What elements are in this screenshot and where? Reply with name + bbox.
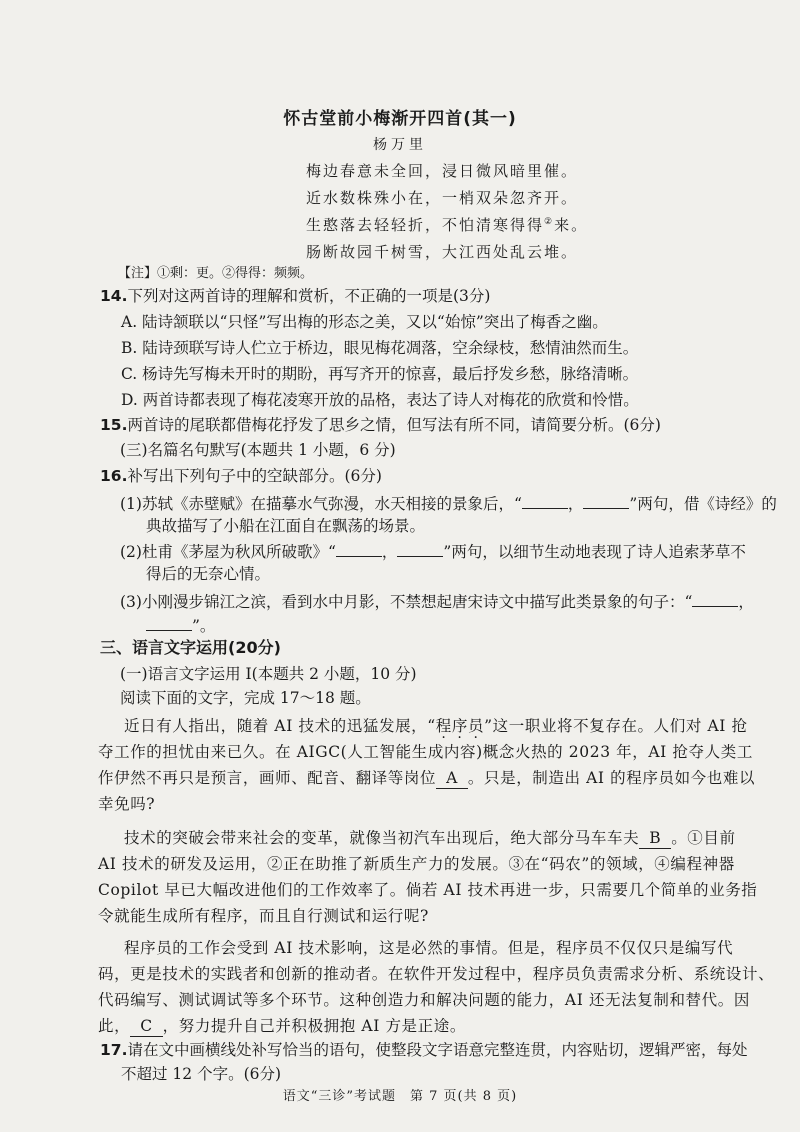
q16-stem [100, 466, 382, 486]
blank-a[interactable]: A [436, 768, 468, 789]
poem-line-4: 肠断故园千树雪，大江西处乱云堆。 [306, 243, 579, 261]
emphasis-char: 程 [435, 717, 452, 735]
poem-line-1: 梅边春意未全回，浸日微风暗里催。 [306, 162, 579, 180]
q17-text: 请在文中画横线处补写恰当的语句，使整段文字语意完整连贯，内容贴切，逻辑严密，每处 [127, 1041, 748, 1059]
q14-stem [100, 286, 490, 306]
poem-line-2: 近水数株殊小在，一梢双朵忽齐开。 [306, 189, 579, 207]
poem-line-3-text: 生憨落去轻轻折，不怕清寒得得 [306, 216, 545, 234]
q14-option-c: C. 杨诗先写梅未开时的期盼，再写齐开的惊喜，最后抒发乡愁，脉络清晰。 [121, 365, 639, 383]
q17-number: 17. [100, 1041, 128, 1059]
poem-note: 【注】①剩：更。②得得：频频。 [118, 266, 314, 281]
q15-stem [100, 415, 661, 435]
q14-option-a: A. 陆诗颔联以“只怪”写出梅的形态之美，又以“始惊”突出了梅香之幽。 [121, 313, 608, 331]
blank-b[interactable]: B [639, 828, 671, 849]
emphasis-char: 序 [451, 717, 469, 735]
blank-c[interactable]: C [130, 1016, 162, 1037]
passage-p3-line2: 码，更是技术的实践者和创新的推动者。在软件开发过程中，程序员负责需求分析、系统设计、 [98, 965, 775, 983]
passage-p2-line3: Copilot 早已大幅改进他们的工作效率了。倘若 AI 技术再进一步，只需要几个简单的业务指 [98, 881, 758, 899]
q16-number: 16. [100, 467, 128, 485]
passage-text: 作伊然不再只是预言，画师、配音、翻译等岗位 [98, 769, 437, 787]
answer-blank[interactable] [146, 614, 192, 631]
q14-option-d: D. 两首诗都表现了梅花凌寒开放的品格，表达了诗人对梅花的欣赏和怜惜。 [121, 391, 639, 409]
passage-text: ，努力提升自己并积极拥抱 AI 方是正途。 [162, 1017, 466, 1035]
q16-item-3-text-b: ”。 [192, 617, 216, 635]
passage-text: ”这一职业将不复存在。人们对 AI 抢 [484, 717, 748, 735]
q16-item-2-text-a: (2)杜甫《茅屋为秋风所破歌》“ [120, 543, 336, 561]
poem-line-3 [306, 214, 588, 235]
answer-blank[interactable] [522, 492, 568, 509]
q16-text: 补写出下列句子中的空缺部分。(6分) [127, 467, 382, 485]
passage-p2-line4: 令就能生成所有程序，而且自行测试和运行呢? [98, 907, 429, 925]
note-marker-2: ② [544, 217, 555, 227]
page-footer: 语文“三诊”考试题 第 7 页(共 8 页) [282, 1089, 518, 1104]
q17-stem [100, 1040, 747, 1060]
q15-number: 15. [100, 416, 128, 434]
passage-p1-line3 [98, 768, 755, 789]
q16-item-2-cont: 得后的无奈心情。 [146, 565, 271, 583]
q17-stem-cont: 不超过 12 个字。(6分) [121, 1065, 282, 1083]
q15-text: 两首诗的尾联都借梅花抒发了思乡之情，但写法有所不同，请简要分析。(6分) [127, 416, 661, 434]
q16-item-3: (3)小刚漫步锦江之滨，看到水中月影，不禁想起唐宋诗文中描写此类景象的句子：“ ， [120, 590, 754, 612]
q14-number: 14. [100, 287, 128, 305]
q16-item-3-cont [146, 614, 215, 636]
passage-text: 此， [98, 1017, 131, 1035]
passage-text: 。①目前 [671, 829, 736, 847]
passage-p1-line2: 夺工作的担忧由来已久。在 AIGC(人工智能生成内容)概念火热的 2023 年，AI 抢夺人类工 [98, 743, 753, 761]
q14-option-b: B. 陆诗颈联写诗人伫立于桥边，眼见梅花凋落，空余绿枝，愁情油然而生。 [121, 339, 639, 357]
q16-item-2-text-b: ”两句，以细节生动地表现了诗人追索茅草不 [443, 543, 746, 561]
q14-text: 下列对这两首诗的理解和赏析，不正确的一项是(3分) [127, 287, 491, 305]
answer-blank[interactable] [583, 492, 629, 509]
q16-item-2: (2)杜甫《茅屋为秋风所破歌》“ ， ”两句，以细节生动地表现了诗人追索茅草不 [120, 540, 746, 562]
q16-item-1-text-b: ”两句，借《诗经》的 [629, 495, 777, 513]
passage-p1-line1 [124, 716, 748, 736]
passage-p2-line1 [124, 828, 736, 849]
q16-item-1-cont: 典故描写了小船在江面自在飘荡的场景。 [146, 517, 426, 535]
passage-p3-line4 [98, 1016, 466, 1037]
poem-line-3-end: 来。 [554, 216, 589, 234]
answer-blank[interactable] [397, 540, 443, 557]
section-3-sub1: (一)语言文字运用 I(本题共 2 小题，10 分) [120, 665, 417, 683]
q16-item-3-text-a: (3)小刚漫步锦江之滨，看到水中月影，不禁想起唐宋诗文中描写此类景象的句子：“ [120, 593, 693, 611]
part3-subheading: (三)名篇名句默写(本题共 1 小题，6 分) [120, 441, 396, 459]
passage-text: 。只是，制造出 AI 的程序员如今也难以 [467, 769, 756, 787]
passage-p3-line1: 程序员的工作会受到 AI 技术影响，这是必然的事情。但是，程序员不仅仅只是编写代 [124, 939, 734, 957]
passage-text: 近日有人指出，随着 AI 技术的迅猛发展，“ [124, 717, 436, 735]
passage-p3-line3: 代码编写、测试调试等多个环节。这种创造力和解决问题的能力，AI 还无法复制和替代。因 [98, 991, 750, 1009]
q16-item-1-text-a: (1)苏轼《赤壁赋》在描摹水气弥漫，水天相接的景象后，“ [120, 495, 522, 513]
answer-blank[interactable] [692, 590, 738, 607]
passage-text: 技术的突破会带来社会的变革，就像当初汽车出现后，绝大部分马车车夫 [124, 829, 640, 847]
passage-p2-line2: AI 技术的研发及运用，②正在助推了新质生产力的发展。③在“码农”的领域，④编程神器 [98, 855, 735, 873]
poem-author: 杨万里 [373, 137, 427, 153]
section-3-heading: 三、语言文字运用(20分) [100, 638, 281, 657]
poem-title: 怀古堂前小梅渐开四首(其一) [283, 109, 517, 129]
q16-item-1: (1)苏轼《赤壁赋》在描摹水气弥漫，水天相接的景象后，“ ， ”两句，借《诗经》的 [120, 492, 777, 514]
passage-p1-line4: 幸免吗? [98, 795, 156, 813]
answer-blank[interactable] [336, 540, 382, 557]
section-3-instruction: 阅读下面的文字，完成 17～18 题。 [120, 689, 371, 707]
emphasis-char: 员 [468, 717, 485, 735]
